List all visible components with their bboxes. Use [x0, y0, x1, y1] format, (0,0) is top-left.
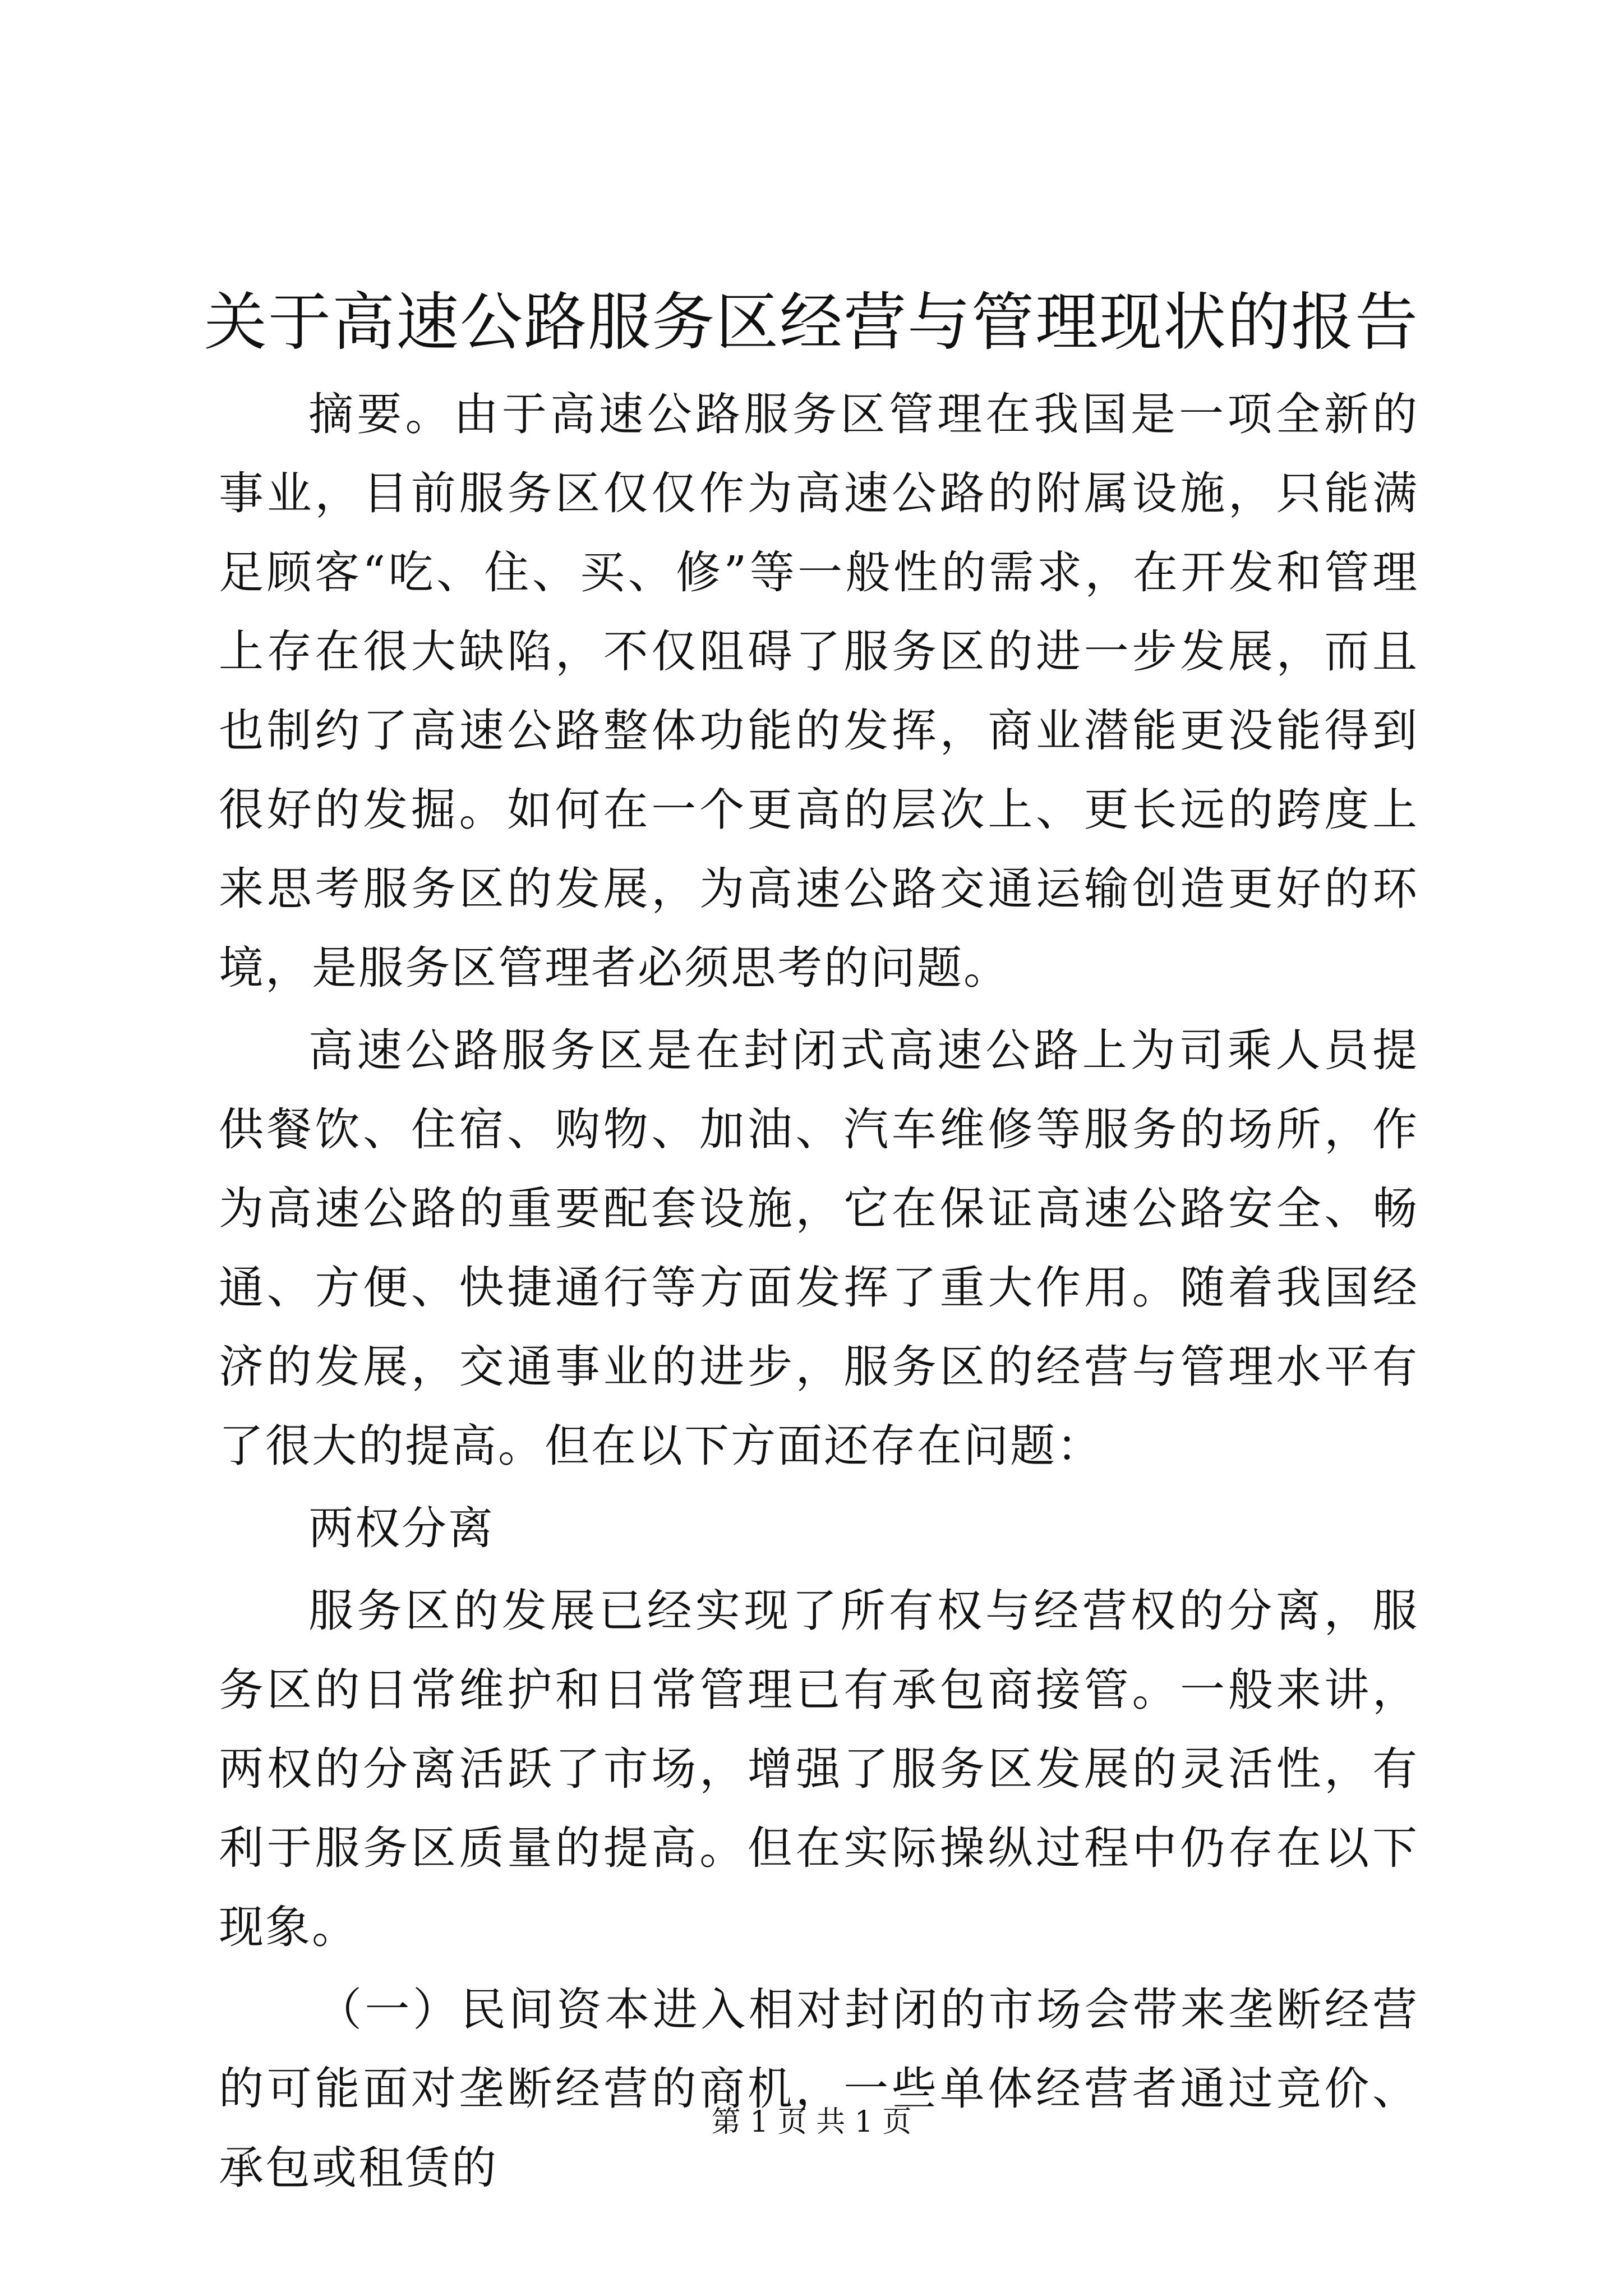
document-title: 关于高速公路服务区经营与管理现状的报告: [204, 286, 1419, 359]
section-heading: 两权分离: [308, 1502, 495, 1554]
abstract-paragraph: 摘要。由于高速公路服务区管理在我国是一项全新的事业，目前服务区仅仅作为高速公路的附属设施，只能满足顾客“吃、住、买、修”等一般性的需求，在开发和管理上存在很大缺陷，不仅阻碍了服务区的进一步发展，而且也制约了高速公路整体功能的发挥，商业潜能更没能得到很好的发掘。如何在一个更高的层次上、更长远的跨度上来思考服务区的发展，为高速公路交通运输创造更好的环境，是服务区管理者必须思考的问题。: [219, 388, 1419, 994]
page-footer: 第 1 页 共 1 页: [711, 2105, 912, 2139]
section-paragraph: 服务区的发展已经实现了所有权与经营权的分离，服务区的日常维护和日常管理已有承包商接管。一般来讲，两权的分离活跃了市场，增强了服务区发展的灵活性，有利于服务区质量的提高。但在实际操纵过程中仍存在以下现象。: [219, 1585, 1419, 1953]
intro-paragraph: 高速公路服务区是在封闭式高速公路上为司乘人员提供餐饮、住宿、购物、加油、汽车维修等服务的场所，作为高速公路的重要配套设施，它在保证高速公路安全、畅通、方便、快捷通行等方面发挥了重大作用。随着我国经济的发展，交通事业的进步，服务区的经营与管理水平有了很大的提高。但在以下方面还存在问题：: [219, 1024, 1419, 1472]
subsection-paragraph: （一）民间资本进入相对封闭的市场会带来垄断经营的可能面对垄断经营的商机，一些单体经营者通过竞价、承包或租赁的: [219, 1984, 1419, 2194]
document-body: [219, 375, 1419, 2211]
